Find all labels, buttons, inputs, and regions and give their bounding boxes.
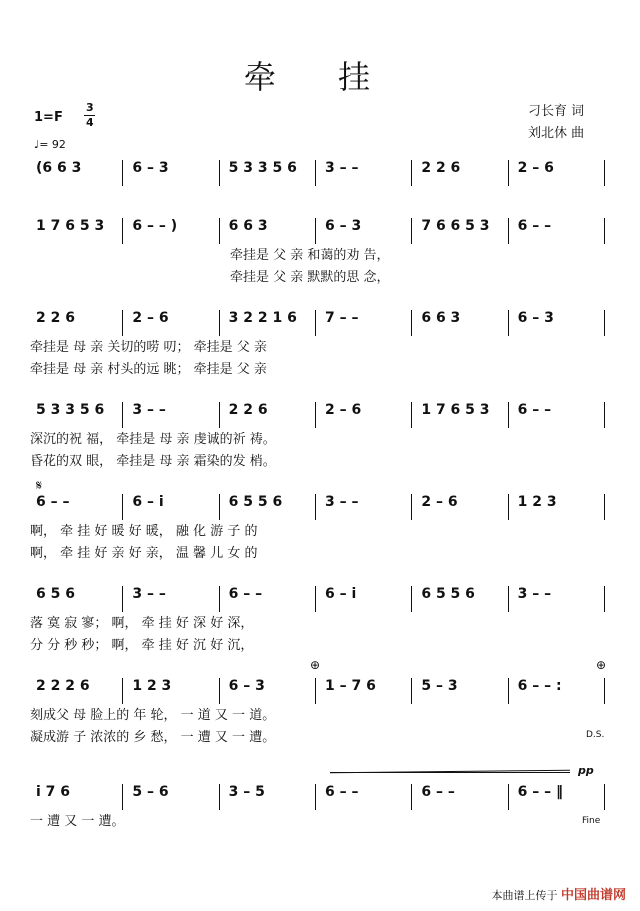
time-signature-bottom: 4 <box>86 116 94 129</box>
bar-line <box>508 310 509 336</box>
bar-line <box>315 586 316 612</box>
bar-line <box>604 784 605 810</box>
bar-line <box>315 218 316 244</box>
measure-notes: 2 2 2 6 <box>36 678 90 694</box>
measure-notes: i 7 6 <box>36 784 71 800</box>
bar-line <box>219 678 220 704</box>
measure-notes: 5 3 3 5 6 <box>228 160 297 176</box>
lyric-verse-1: 刻成父 母 脸上的 年 轮， 一 道 又 一 道。 <box>30 708 276 723</box>
measure-notes: 6 6 3 <box>421 310 461 326</box>
bar-line <box>604 160 605 186</box>
bar-line <box>604 586 605 612</box>
measure-notes: 6 – – ‖ <box>517 784 564 800</box>
bar-line <box>508 678 509 704</box>
measure-notes: 6 5 6 <box>36 586 75 602</box>
lyric-verse-1: 深沉的祝 福， 牵挂是 母 亲 虔诚的祈 祷。 <box>30 432 276 447</box>
measure-notes: 6 – – <box>36 494 70 510</box>
measure-notes: 6 – – <box>517 218 552 234</box>
coda-icon: ⊕ <box>310 658 321 672</box>
measure-notes: 6 – 3 <box>325 218 362 234</box>
lyric-verse-2: 牵挂是 父 亲 默默的思 念， <box>230 270 390 285</box>
bar-line <box>411 784 412 810</box>
measure-notes: 6 – 3 <box>228 678 265 694</box>
measure-notes: 3 – 5 <box>228 784 265 800</box>
measure-notes: 6 – – <box>421 784 455 800</box>
measure-notes: 2 – 6 <box>421 494 458 510</box>
bar-line <box>411 678 412 704</box>
bar-line <box>508 494 509 520</box>
bar-line <box>315 310 316 336</box>
measure-notes: 6 – – <box>517 402 552 418</box>
measure-notes: 6 – 3 <box>517 310 554 326</box>
decrescendo-hairpin-lower <box>330 772 570 773</box>
measure-notes: 1 – 7 6 <box>325 678 376 694</box>
key-signature: 1=F <box>34 110 63 125</box>
tempo-marking: ♩= 92 <box>34 138 66 151</box>
measure-notes: 6 – – ) <box>132 218 178 234</box>
bar-line <box>508 218 509 244</box>
bar-line <box>122 402 123 428</box>
bar-line <box>411 160 412 186</box>
coda-icon-end: ⊕ <box>596 658 607 672</box>
bar-line <box>508 784 509 810</box>
bar-line <box>604 218 605 244</box>
lyric-verse-2: 凝成游 子 浓浓的 乡 愁， 一 遭 又 一 遭。 <box>30 730 276 745</box>
bar-line <box>219 494 220 520</box>
lyric-verse-1: 牵挂是 父 亲 和蔼的劝 告， <box>230 248 390 263</box>
bar-line <box>604 494 605 520</box>
measure-notes: 3 – – <box>325 160 359 176</box>
bar-line <box>411 402 412 428</box>
measure-notes: 6 – – <box>325 784 359 800</box>
fine-marking: Fine <box>582 816 601 826</box>
measure-notes: 6 6 3 <box>228 218 268 234</box>
measure-notes: 3 – – <box>325 494 359 510</box>
measure-notes: 3 2 2 1 6 <box>228 310 297 326</box>
bar-line <box>411 586 412 612</box>
measure-notes: 5 – 3 <box>421 678 458 694</box>
footer-credit <box>491 884 626 903</box>
bar-line <box>315 402 316 428</box>
measure-notes: 3 – – <box>517 586 552 602</box>
bar-line <box>122 784 123 810</box>
lyric-verse-2: 分 分 秒 秒； 啊， 牵 挂 好 沉 好 沉， <box>30 638 254 653</box>
bar-line <box>604 310 605 336</box>
measure-notes: 3 – – <box>132 402 166 418</box>
bar-line <box>122 586 123 612</box>
song-title: 牵 挂 <box>243 58 397 96</box>
bar-line <box>508 586 509 612</box>
composer-credit: 刘北休 曲 <box>528 126 585 141</box>
lyric-verse-1: 啊， 牵 挂 好 暖 好 暖， 融 化 游 子 的 <box>30 524 258 539</box>
measure-notes: 2 2 6 <box>421 160 461 176</box>
lyric-verse-2: 啊， 牵 挂 好 亲 好 亲， 温 馨 儿 女 的 <box>30 546 258 561</box>
measure-notes: 1 2 3 <box>132 678 172 694</box>
measure-notes: 6 – 3 <box>132 160 169 176</box>
measure-notes: 6 5 5 6 <box>421 586 475 602</box>
bar-line <box>122 160 123 186</box>
bar-line <box>315 494 316 520</box>
bar-line <box>315 160 316 186</box>
measure-notes: 3 – – <box>132 586 166 602</box>
measure-notes: (6 6 3 <box>36 160 82 176</box>
bar-line <box>219 218 220 244</box>
lyric-verse-2: 牵挂是 母 亲 村头的远 眺； 牵挂是 父 亲 <box>30 362 267 377</box>
bar-line <box>604 678 605 704</box>
lyric-verse-1: 一 遭 又 一 遭。 <box>30 814 125 829</box>
dynamic-marking: pp <box>578 764 594 777</box>
lyricist-credit: 刁长育 词 <box>528 104 585 119</box>
measure-notes: 6 – i <box>132 494 164 510</box>
ds-marking: D.S. <box>586 730 605 740</box>
bar-line <box>219 160 220 186</box>
lyric-verse-1: 落 寞 寂 寥； 啊， 牵 挂 好 深 好 深， <box>30 616 254 631</box>
measure-notes: 1 7 6 5 3 <box>36 218 105 234</box>
bar-line <box>122 494 123 520</box>
bar-line <box>122 678 123 704</box>
bar-line <box>411 494 412 520</box>
measure-notes: 2 – 6 <box>517 160 554 176</box>
lyric-verse-1: 牵挂是 母 亲 关切的唠 叨； 牵挂是 父 亲 <box>30 340 267 355</box>
bar-line <box>219 310 220 336</box>
bar-line <box>315 784 316 810</box>
segno-icon: 𝄋 <box>36 478 43 494</box>
bar-line <box>122 218 123 244</box>
measure-notes: 6 – – : <box>517 678 562 694</box>
bar-line <box>411 218 412 244</box>
measure-notes: 2 2 6 <box>36 310 75 326</box>
measure-notes: 6 – – <box>228 586 263 602</box>
measure-notes: 5 3 3 5 6 <box>36 402 105 418</box>
bar-line <box>411 310 412 336</box>
bar-line <box>508 402 509 428</box>
bar-line <box>219 402 220 428</box>
footer-prefix: 本曲谱上传于 <box>491 889 558 902</box>
footer-brand[interactable]: 中国曲谱网 <box>560 888 626 903</box>
measure-notes: 6 – i <box>325 586 357 602</box>
bar-line <box>508 160 509 186</box>
measure-notes: 2 2 6 <box>228 402 268 418</box>
bar-line <box>219 586 220 612</box>
measure-notes: 7 – – <box>325 310 359 326</box>
lyric-verse-2: 昏花的双 眼， 牵挂是 母 亲 霜染的发 梢。 <box>30 454 276 469</box>
time-signature-top: 3 <box>86 101 94 114</box>
bar-line <box>315 678 316 704</box>
measure-notes: 7 6 6 5 3 <box>421 218 490 234</box>
bar-line <box>122 310 123 336</box>
measure-notes: 6 5 5 6 <box>228 494 283 510</box>
bar-line <box>219 784 220 810</box>
measure-notes: 1 2 3 <box>517 494 557 510</box>
bar-line <box>604 402 605 428</box>
measure-notes: 2 – 6 <box>132 310 169 326</box>
measure-notes: 2 – 6 <box>325 402 362 418</box>
measure-notes: 1 7 6 5 3 <box>421 402 490 418</box>
measure-notes: 5 – 6 <box>132 784 169 800</box>
